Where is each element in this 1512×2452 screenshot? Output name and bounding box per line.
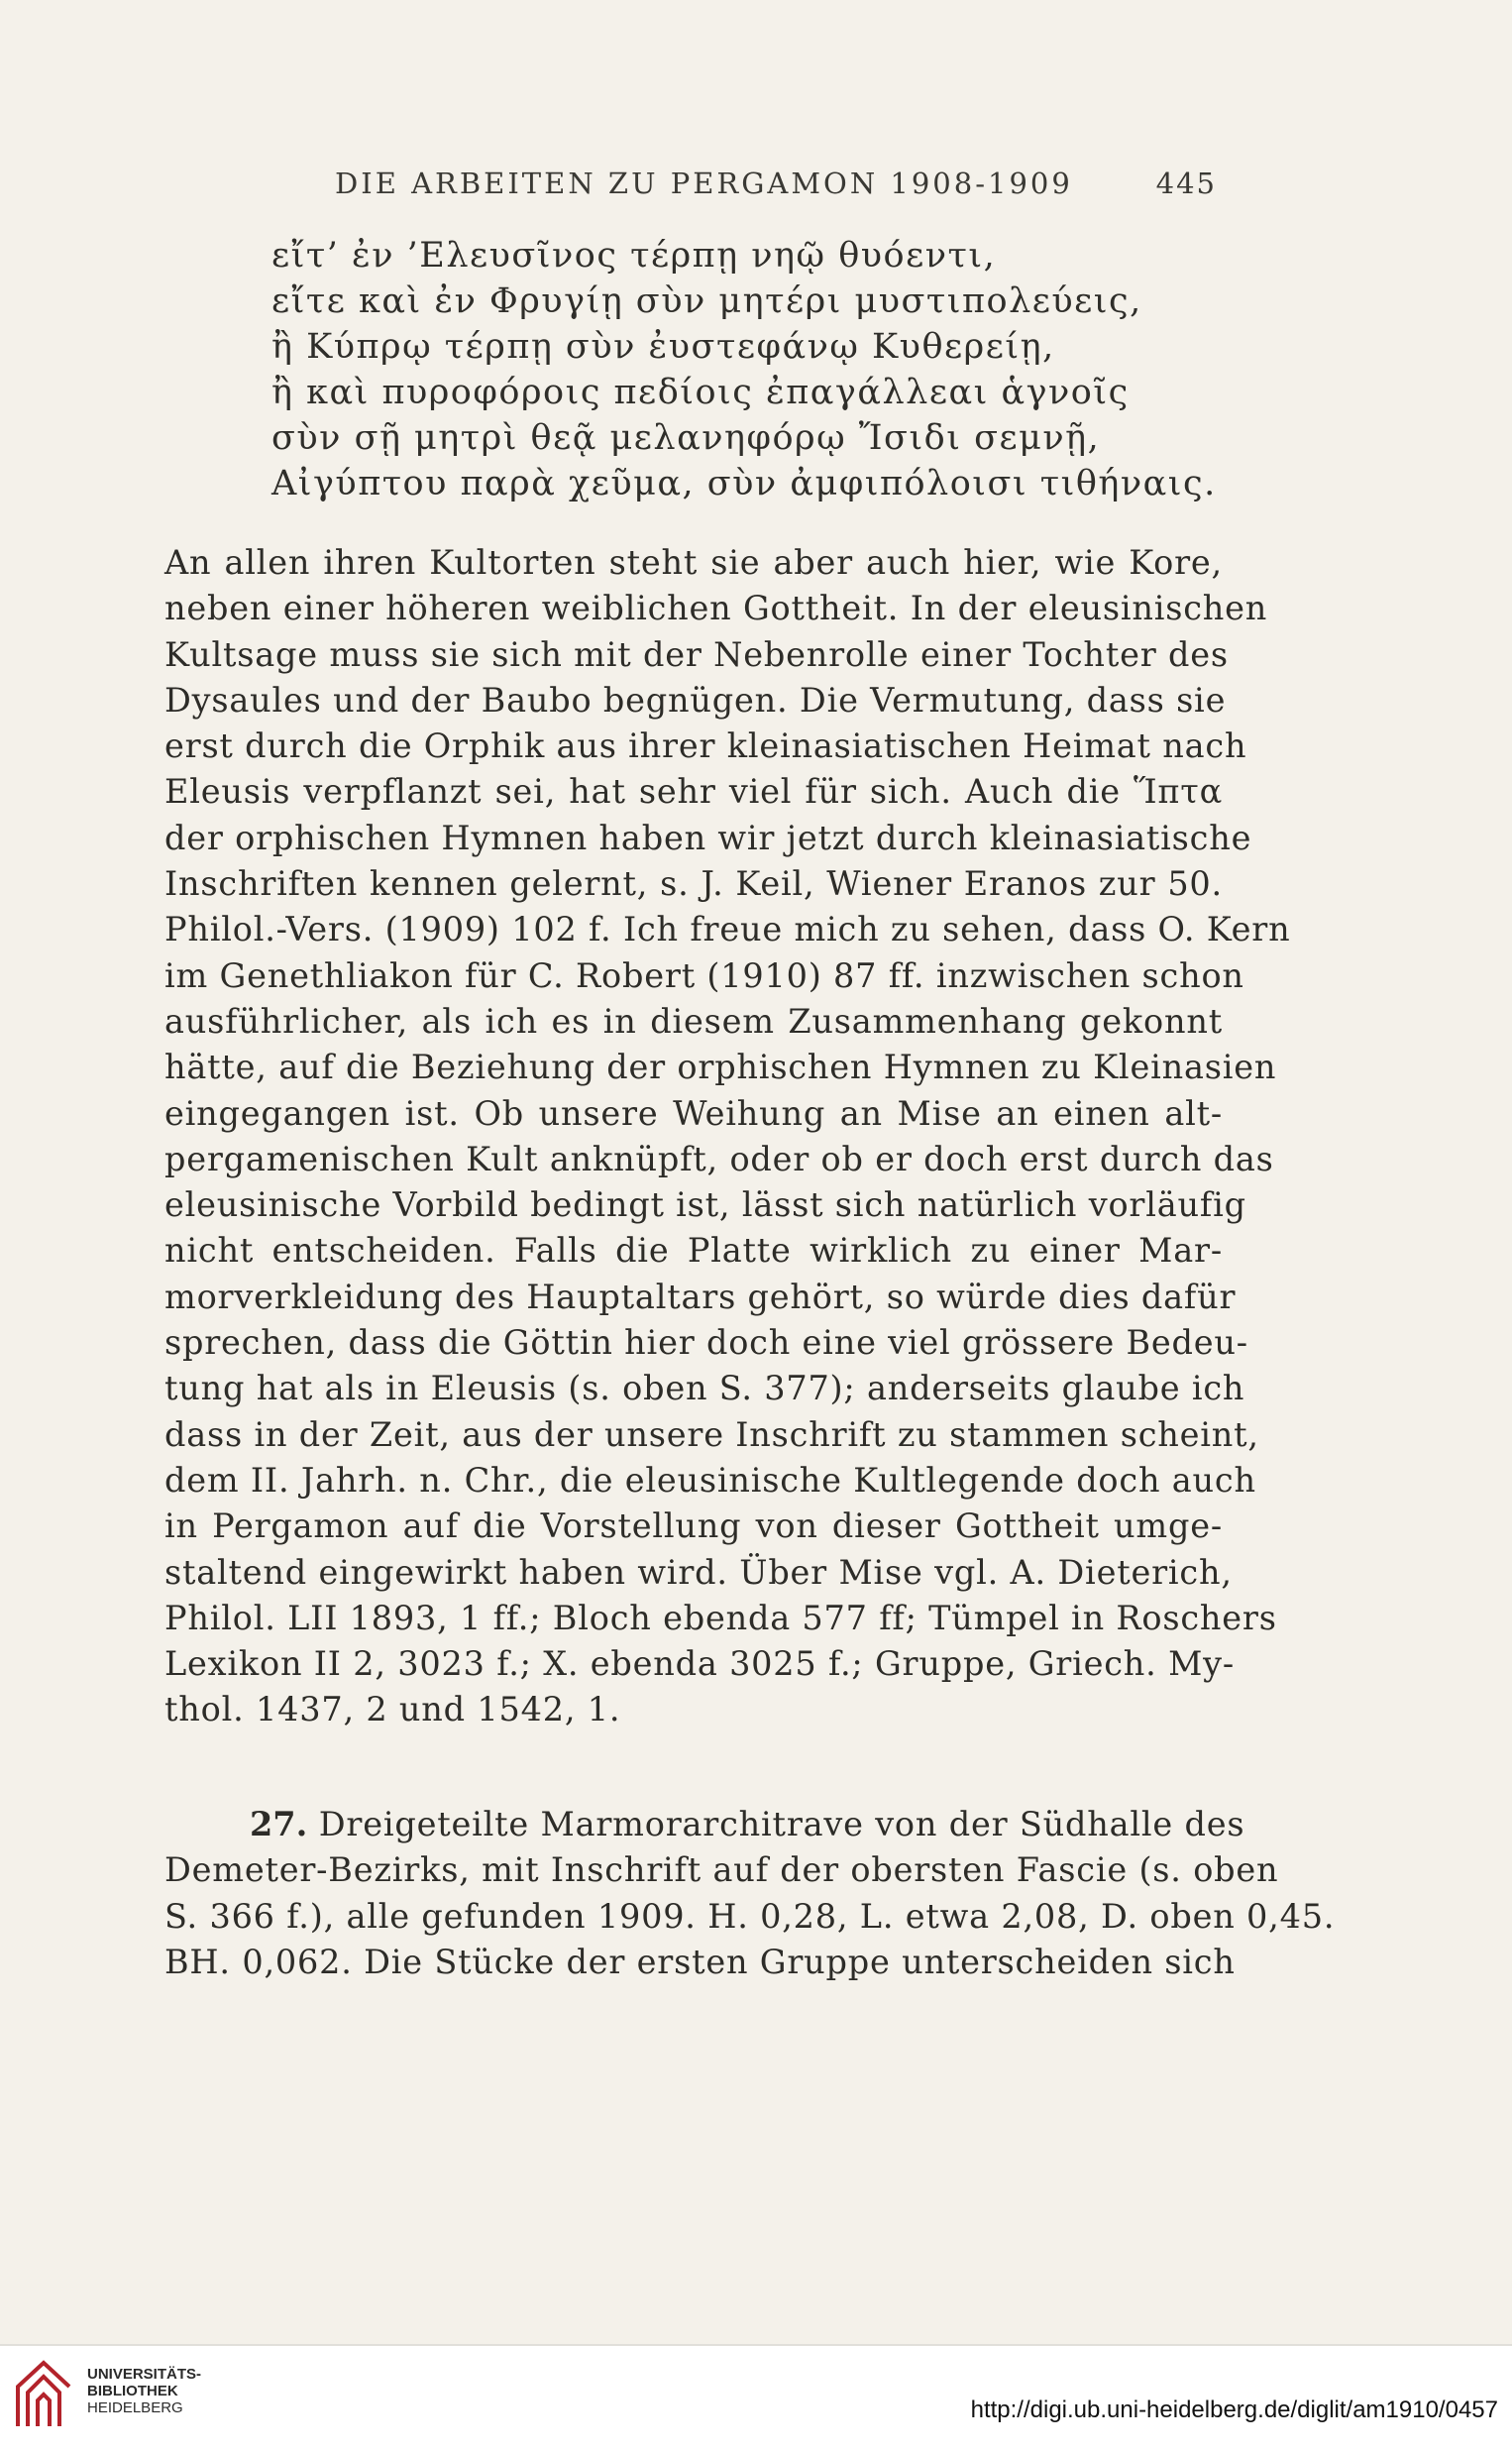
paragraph-line: Dysaules und der Baubo begnügen. Die Vermutung, dass sie (164, 680, 1227, 720)
paragraph-line: der orphischen Hymnen haben wir jetzt durch kleinasiatische (164, 818, 1252, 857)
verse-line: ἢ καὶ πυροφόροις πεδίοις ἐπαγάλλεαι ἁγνοῖς (271, 373, 1130, 412)
paragraph-line: sprechen, dass die Göttin hier doch eine viel grössere Bedeu- (164, 1323, 1248, 1363)
paragraph-line: Kultsage muss sie sich mit der Nebenrolle einer Tochter des (164, 634, 1229, 674)
verse-line: εἴτ’ ἐν ’Ελευσῖνος τέρπῃ νηῷ θυόεντι, (271, 236, 997, 276)
paragraph-line: in Pergamon auf die Vorstellung von dieser Gottheit umge- (164, 1506, 1223, 1546)
paragraph-line: erst durch die Orphik aus ihrer kleinasiatischen Heimat nach (164, 726, 1247, 766)
paragraph-line: ausführlicher, als ich es in diesem Zusammenhang gekonnt (164, 1001, 1223, 1041)
verse-line: σὺν σῇ μητρὶ θεᾷ μελανηφόρῳ Ἴσιδι σεμνῇ, (271, 418, 1101, 458)
paragraph-line: hätte, auf die Beziehung der orphischen Hymnen zu Kleinasien (164, 1048, 1277, 1087)
verse-line: εἴτε καὶ ἐν Φρυγίῃ σὺν μητέρι μυστιπολεύεις, (271, 281, 1142, 321)
library-name-line: HEIDELBERG (87, 2399, 183, 2416)
paragraph-line: staltend eingewirkt haben wird. Über Mise vgl. A. Dieterich, (164, 1552, 1233, 1592)
library-name-line: BIBLIOTHEK (87, 2383, 178, 2399)
paragraph-line: dem II. Jahrh. n. Chr., die eleusinische Kultlegende doch auch (164, 1460, 1256, 1500)
greek-verse-block (271, 233, 1262, 506)
paragraph-line: thol. 1437, 2 und 1542, 1. (164, 1690, 621, 1729)
paragraph-line: im Genethliakon für C. Robert (1910) 87 ff. inzwischen schon (164, 955, 1244, 995)
library-logo-icon (14, 2357, 73, 2428)
paragraph-line: Eleusis verpflanzt sei, hat sehr viel für sich. Auch die Ἵπτα (164, 772, 1223, 812)
verse-line: ἢ Κύπρῳ τέρπῃ σὺν ἐυστεφάνῳ Κυθερείῃ, (271, 327, 1055, 367)
paragraph-line: Inschriften kennen gelernt, s. J. Keil, Wiener Eranos zur 50. (164, 864, 1223, 904)
paragraph-line: Lexikon II 2, 3023 f.; X. ebenda 3025 f.; Gruppe, Griech. My- (164, 1644, 1236, 1684)
paragraph-line: Philol. LII 1893, 1 ff.; Bloch ebenda 577 ff; Tümpel in Roschers (164, 1598, 1277, 1637)
entry-heading: Dreigeteilte Marmorarchitrave von der Südhalle des (318, 1805, 1245, 1843)
source-url-link[interactable]: http://digi.ub.uni-heidelberg.de/diglit/am1910/0457 (970, 2396, 1498, 2423)
library-name (87, 2366, 201, 2416)
paragraph-line: nicht entscheiden. Falls die Platte wirklich zu einer Mar- (164, 1231, 1223, 1271)
main-paragraph (164, 540, 1291, 1733)
paragraph-line: Philol.-Vers. (1909) 102 f. Ich freue mich zu sehen, dass O. Kern (164, 910, 1291, 949)
verse-line: Αἰγύπτου παρὰ χεῦμα, σὺν ἀμφιπόλοισι τιθήναις. (271, 464, 1217, 503)
entry-line: BH. 0,062. Die Stücke der ersten Gruppe unterscheiden sich (164, 1942, 1236, 1981)
running-title: DIE ARBEITEN ZU PERGAMON 1908-1909 (335, 167, 1073, 200)
paragraph-line: tung hat als in Eleusis (s. oben S. 377); anderseits glaube ich (164, 1369, 1245, 1408)
paragraph-line: dass in der Zeit, aus der unsere Inschrift zu stammen scheint, (164, 1414, 1259, 1454)
page-number: 445 (1155, 167, 1217, 200)
paragraph-line: eleusinische Vorbild bedingt ist, lässt sich natürlich vorläufig (164, 1185, 1246, 1225)
paragraph-line: eingegangen ist. Ob unsere Weihung an Mise an einen alt- (164, 1093, 1223, 1133)
catalogue-entry-27 (164, 1802, 1336, 1985)
entry-number: 27. (250, 1805, 308, 1843)
paragraph-line: neben einer höheren weiblichen Gottheit. In der eleusinischen (164, 589, 1268, 628)
entry-first-line (164, 1802, 1245, 1847)
entry-line: Demeter-Bezirks, mit Inschrift auf der obersten Fascie (s. oben (164, 1850, 1279, 1890)
library-name-line: UNIVERSITÄTS- (87, 2366, 202, 2383)
paragraph-line: morverkleidung des Hauptaltars gehört, so würde dies dafür (164, 1277, 1237, 1316)
entry-line: S. 366 f.), alle gefunden 1909. H. 0,28, L. etwa 2,08, D. oben 0,45. (164, 1896, 1336, 1936)
paragraph-line: pergamenischen Kult anknüpft, oder ob er doch erst durch das (164, 1139, 1274, 1178)
paragraph-line: An allen ihren Kultorten steht sie aber auch hier, wie Kore, (164, 543, 1223, 582)
